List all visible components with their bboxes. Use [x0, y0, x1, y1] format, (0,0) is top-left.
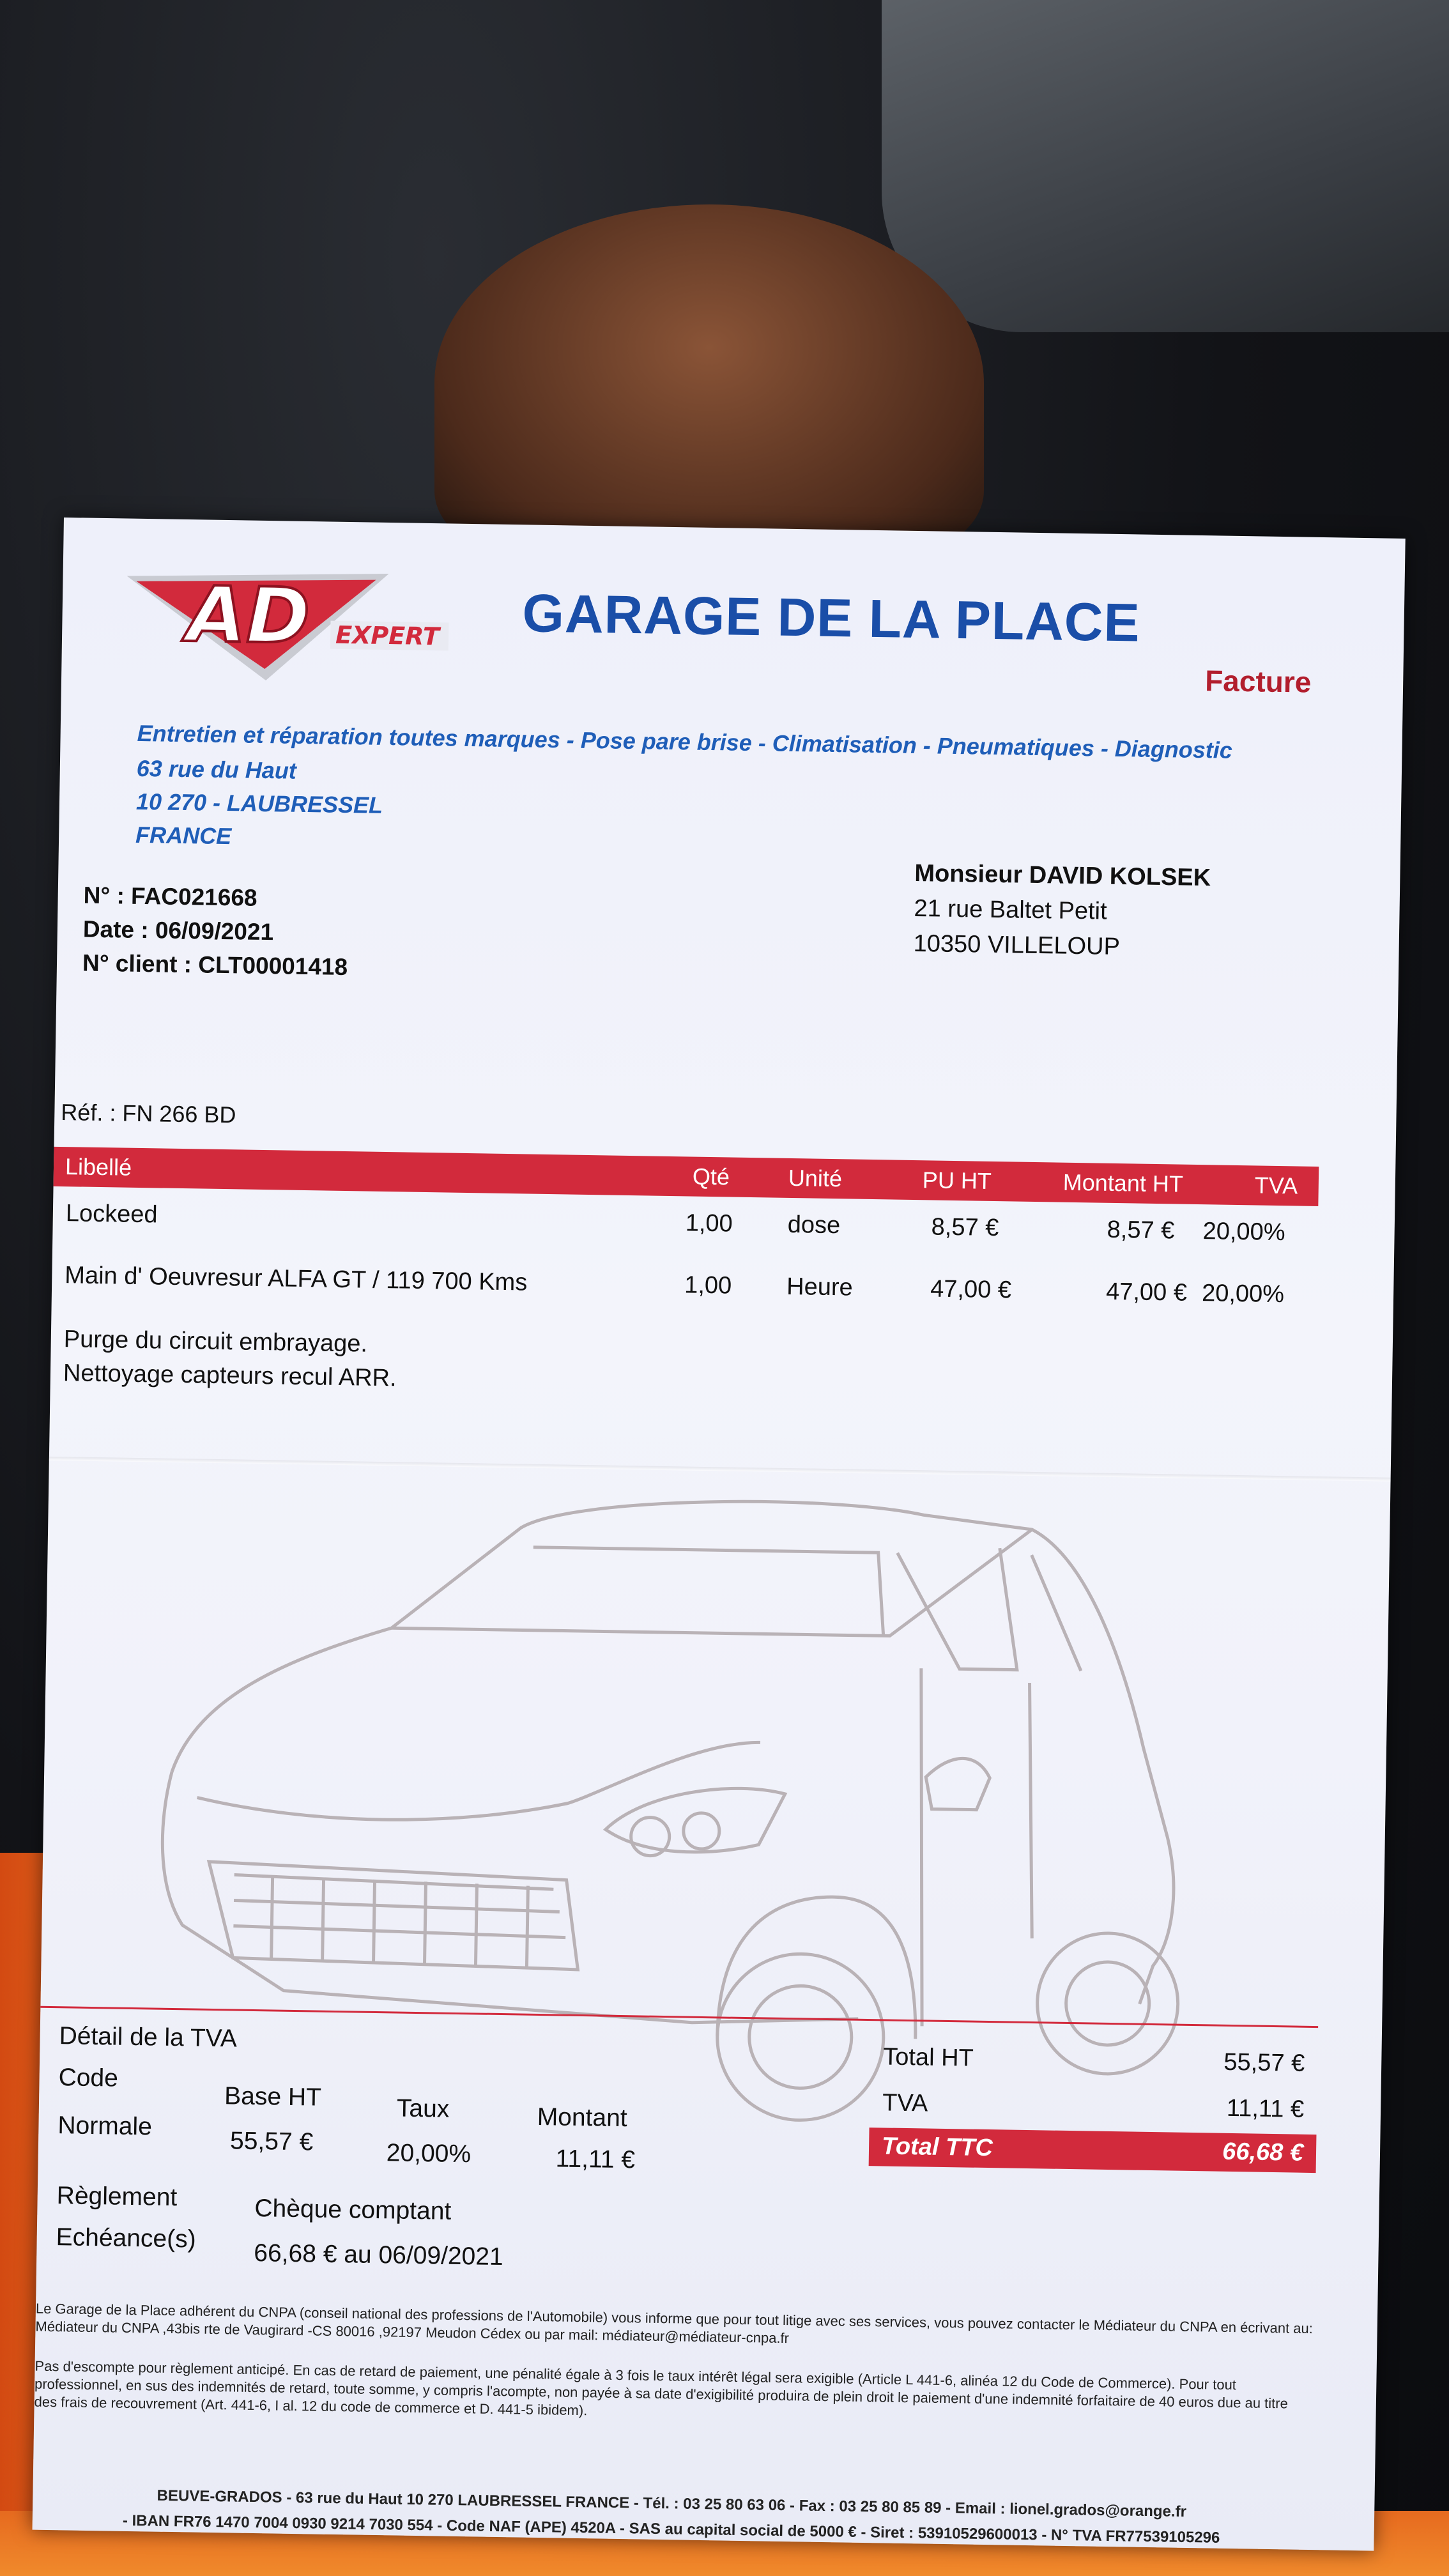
- echeance-value: 66,68 € au 06/09/2021: [254, 2239, 504, 2271]
- total-ttc-row: [869, 2128, 1317, 2173]
- company-address-city: 10 270 - LAUBRESSEL: [135, 788, 383, 818]
- total-ttc-label: Total TTC: [881, 2133, 993, 2162]
- col-tva: TVA: [1254, 1172, 1298, 1199]
- row-qte: 1,00: [685, 1209, 733, 1238]
- col-pu-ht: PU HT: [922, 1167, 992, 1194]
- cnpa-mediation-notice: Le Garage de la Place adhérent du CNPA (conseil national des professions de l'Automobile) vous informe que pour tout litige avec ses services, vous pouvez contacter le Médiateur du CNPA en écrivant au: Médiateur du CNPA ,43bis rte de Vaugirard -CS 80016 ,92197 Meudon Cédex ou par mail: médiateur@médiateur-cnpa.fr: [35, 2300, 1314, 2347]
- row-unite: Heure: [786, 1273, 854, 1301]
- row-libelle: Lockeed: [65, 1200, 158, 1229]
- total-ht-label: Total HT: [882, 2043, 974, 2072]
- row-pu-ht: 47,00 €: [930, 1275, 1012, 1304]
- note-line: Purge du circuit embrayage.: [63, 1326, 368, 1358]
- col-qte: Qté: [692, 1163, 730, 1190]
- total-ht-value: 55,57 €: [1223, 2048, 1305, 2077]
- col-unite: Unité: [788, 1164, 843, 1192]
- tva-base: 55,57 €: [229, 2127, 314, 2156]
- car-seat-background: [882, 0, 1449, 332]
- tva-taux-label: Taux: [396, 2094, 450, 2123]
- row-qte: 1,00: [684, 1271, 732, 1300]
- company-address-street: 63 rue du Haut: [136, 755, 297, 784]
- tva-total-value: 11,11 €: [1226, 2094, 1305, 2123]
- payment-conditions: Pas d'escompte pour règlement anticipé. En cas de retard de paiement, une pénalité égale à 3 fois le taux intérêt légal sera exigible (Article L 441-6, alinéa 12 du Code de Commerce). Pour tout professionnel, en sus des indemnités de retard, toute somme, y compris l'acompte, non payée à sa date d'exigibilité produira de plein droit le paiement d'une indemnité forfaitaire de 40 euros due au titre des frais de recouvrement (Art. 441-6, I al. 12 du code de commerce et D. 441-5 ibidem).: [34, 2358, 1289, 2419]
- services-line: Entretien et réparation toutes marques - Pose pare brise - Climatisation - Pneumatiques - Diagnostic: [137, 719, 1233, 763]
- invoice-date: Date : 06/09/2021: [82, 916, 274, 946]
- row-montant-ht: 47,00 €: [1105, 1278, 1188, 1307]
- tva-base-label: Base HT: [224, 2082, 322, 2112]
- tva-total-label: TVA: [882, 2089, 928, 2117]
- tva-total-row: [870, 2084, 1317, 2129]
- logo-brand: AD: [186, 571, 311, 662]
- note-line: Nettoyage capteurs recul ARR.: [63, 1360, 397, 1392]
- tva-code-label: Code: [58, 2064, 119, 2092]
- tva-montant-label: Montant: [537, 2103, 628, 2133]
- col-libelle: Libellé: [65, 1153, 132, 1181]
- logo-sub: EXPERT: [335, 620, 440, 651]
- tva-montant: 11,11 €: [555, 2145, 636, 2174]
- row-tva: 20,00%: [1201, 1280, 1285, 1308]
- reglement-label: Règlement: [56, 2182, 178, 2212]
- col-montant-ht: Montant HT: [1062, 1169, 1184, 1197]
- knee-background: [434, 204, 984, 562]
- ad-expert-logo: [119, 556, 453, 689]
- total-ht-row: [870, 2038, 1318, 2083]
- total-ttc-value: 66,68 €: [1222, 2138, 1304, 2166]
- client-street: 21 rue Baltet Petit: [914, 894, 1107, 925]
- tva-taux: 20,00%: [386, 2139, 471, 2168]
- row-unite: dose: [787, 1211, 841, 1239]
- tva-detail-title: Détail de la TVA: [59, 2022, 238, 2053]
- vehicle-reference: Réf. : FN 266 BD: [61, 1099, 236, 1128]
- client-city: 10350 VILLELOUP: [913, 930, 1121, 961]
- table-header: [54, 1147, 1319, 1206]
- client-number: N° client : CLT00001418: [82, 949, 348, 981]
- row-libelle: Main d' Oeuvresur ALFA GT / 119 700 Kms: [65, 1262, 528, 1296]
- invoice-paper: [33, 518, 1406, 2551]
- client-name: Monsieur DAVID KOLSEK: [914, 859, 1211, 892]
- row-montant-ht: 8,57 €: [1107, 1216, 1175, 1245]
- document-type: Facture: [1204, 664, 1312, 699]
- tva-code: Normale: [57, 2112, 153, 2141]
- reglement-value: Chèque comptant: [254, 2195, 452, 2225]
- company-name: GARAGE DE LA PLACE: [522, 583, 1141, 653]
- row-tva: 20,00%: [1202, 1218, 1285, 1246]
- company-address-country: FRANCE: [135, 821, 232, 850]
- footer-legal-ids: - IBAN FR76 1470 7004 0930 9214 7030 554 - Code NAF (APE) 4520A - SAS au capital social de 5000 € - Siret : 53910529600013 - N° TVA FR77539105296: [122, 2511, 1220, 2547]
- footer-contact: BEUVE-GRADOS - 63 rue du Haut 10 270 LAUBRESSEL FRANCE - Tél. : 03 25 80 63 06 - Fax : 03 25 80 85 89 - Email : lionel.grados@orange.fr: [157, 2487, 1187, 2520]
- echeance-label: Echéance(s): [56, 2223, 196, 2253]
- row-pu-ht: 8,57 €: [931, 1213, 999, 1242]
- invoice-number: N° : FAC021668: [83, 882, 257, 911]
